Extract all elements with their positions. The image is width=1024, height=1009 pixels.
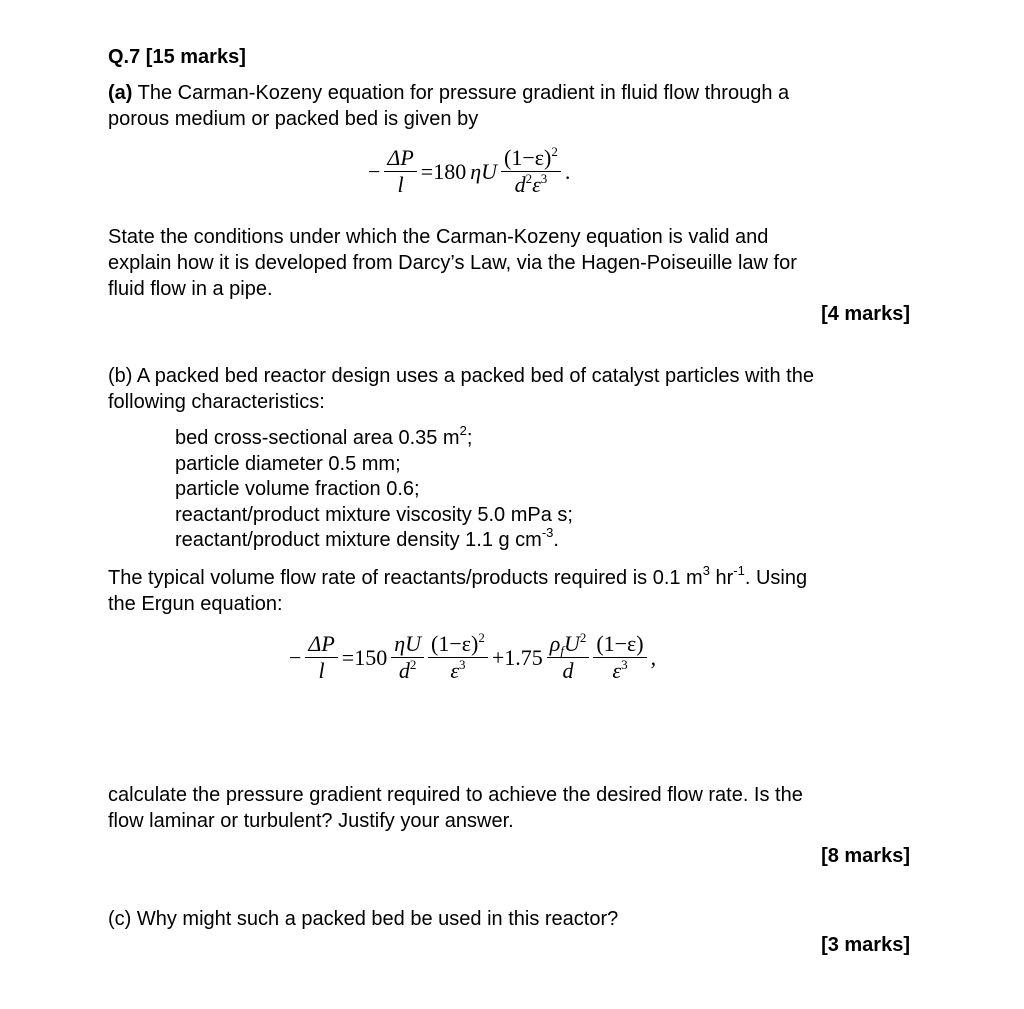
question-title: Q.7 [15 marks] [108,46,246,68]
eq2-t3-den: d [562,658,574,683]
char1-end: ; [466,427,473,449]
characteristic-particle-diameter: particle diameter 0.5 mm; [175,453,401,475]
eq1-porosity-fraction [501,146,561,197]
eq1-frac-num [501,146,561,172]
eq1-coefficient: =180 [420,158,467,184]
eq2-t2-num [428,632,488,658]
eq1-minus: − [368,158,381,184]
flow-sup1: 3 [702,563,710,578]
part-a-text-line1: State the conditions under which the Carman-Kozeny equation is valid and [108,226,769,248]
eq2-t3-rho: ρ [549,631,561,656]
eq2-t1-den [391,658,424,683]
characteristic-viscosity: reactant/product mixture viscosity 5.0 mPa s; [175,504,573,526]
part-c-marks: [3 marks] [821,934,910,956]
part-b-marks: [8 marks] [821,845,910,867]
part-a-marks: [4 marks] [821,303,910,325]
part-a-label: (a) [108,82,133,104]
eq1-frac-den [501,172,561,197]
eq2-t3-rho-sub: f [560,643,564,658]
eq2-lhs-fraction [305,632,337,683]
eq2-t3-u-exp: 2 [579,630,587,645]
eq2-coef150: =150 [341,644,388,670]
eq2-term2-fraction [428,632,488,683]
characteristic-volume-fraction: particle volume fraction 0.6; [175,478,420,500]
eq1-eps: ε [532,172,541,197]
eq1-num-exp: 2 [551,144,558,159]
part-a-intro-line2: porous medium or packed bed is given by [108,108,479,130]
part-a-text-line2: explain how it is developed from Darcy’s Law, via the Hagen-Poiseuille law for [108,252,797,274]
char1-sup: 2 [459,423,467,438]
eq2-t2-den [428,658,488,683]
char5-sup: -3 [541,525,554,540]
eq1-lhs-den: l [397,172,404,197]
characteristic-bed-area [175,425,472,451]
eq2-t3-num [547,632,590,658]
eq2-lhs-num: ΔP [305,632,337,658]
eq2-lhs-den: l [318,658,325,683]
eq2-t2-one-minus-eps: (1−ε) [431,631,479,656]
eq2-t4-den [593,658,646,683]
eq2-t4-eps-exp: 3 [621,657,628,672]
eq1-lhs-num: ΔP [384,146,416,172]
eq2-t2-eps: ε [450,658,459,683]
flow-sup2: -1 [733,563,745,578]
part-b-text-line1: calculate the pressure gradient required to achieve the desired flow rate. Is the [108,784,803,806]
eq2-t3-u: U [563,631,580,656]
eq2-minus: − [289,644,302,670]
char5-text: reactant/product mixture density 1.1 g cm [175,529,542,551]
part-a-intro-text: The Carman-Kozeny equation for pressure gradient in fluid flow through a [132,82,790,104]
eq1-lhs-fraction [384,146,416,197]
part-b-intro-line2: following characteristics: [108,391,325,413]
eq1-one-minus-eps: (1−ε) [504,145,552,170]
eq2-comma: , [650,644,657,670]
eq2-t2-eps-exp: 3 [459,657,466,672]
part-b-text-line2: flow laminar or turbulent? Justify your answer. [108,810,514,832]
eq2-t1-num: ηU [391,632,424,658]
flow-text-mid: hr [709,567,734,589]
eq2-t4-num: (1−ε) [593,632,646,658]
eq2-term3-fraction [547,632,590,683]
eq2-t4-eps: ε [612,658,622,683]
flow-rate-line2: the Ergun equation: [108,593,283,615]
part-c-text: (c) Why might such a packed bed be used in this reactor? [108,908,619,930]
eq1-d-exp: 2 [525,171,533,186]
eq2-t1-d-exp: 2 [409,657,417,672]
eq1-eps-exp: 3 [540,171,548,186]
flow-text-post: . Using [744,567,808,589]
part-a-intro-line1 [108,80,789,106]
eq2-t2-num-exp: 2 [478,630,485,645]
char1-text: bed cross-sectional area 0.35 m [175,427,460,449]
eq1-eta-u: ηU [470,158,498,184]
char5-end: . [553,529,559,551]
eq1-period: . [564,158,571,184]
eq1-d: d [514,172,526,197]
eq2-t1-d: d [398,658,410,683]
carman-kozeny-equation [366,146,572,197]
characteristic-density [175,527,559,553]
eq2-term1-fraction [391,632,424,683]
eq2-coef175: +1.75 [491,644,543,670]
flow-text-pre: The typical volume flow rate of reactants/products required is 0.1 m [108,567,703,589]
eq2-term4-fraction [593,632,646,683]
part-a-text-line3: fluid flow in a pipe. [108,278,273,300]
part-b-intro-line1: (b) A packed bed reactor design uses a packed bed of catalyst particles with the [108,365,814,387]
ergun-equation [287,632,658,683]
flow-rate-line1 [108,565,807,591]
